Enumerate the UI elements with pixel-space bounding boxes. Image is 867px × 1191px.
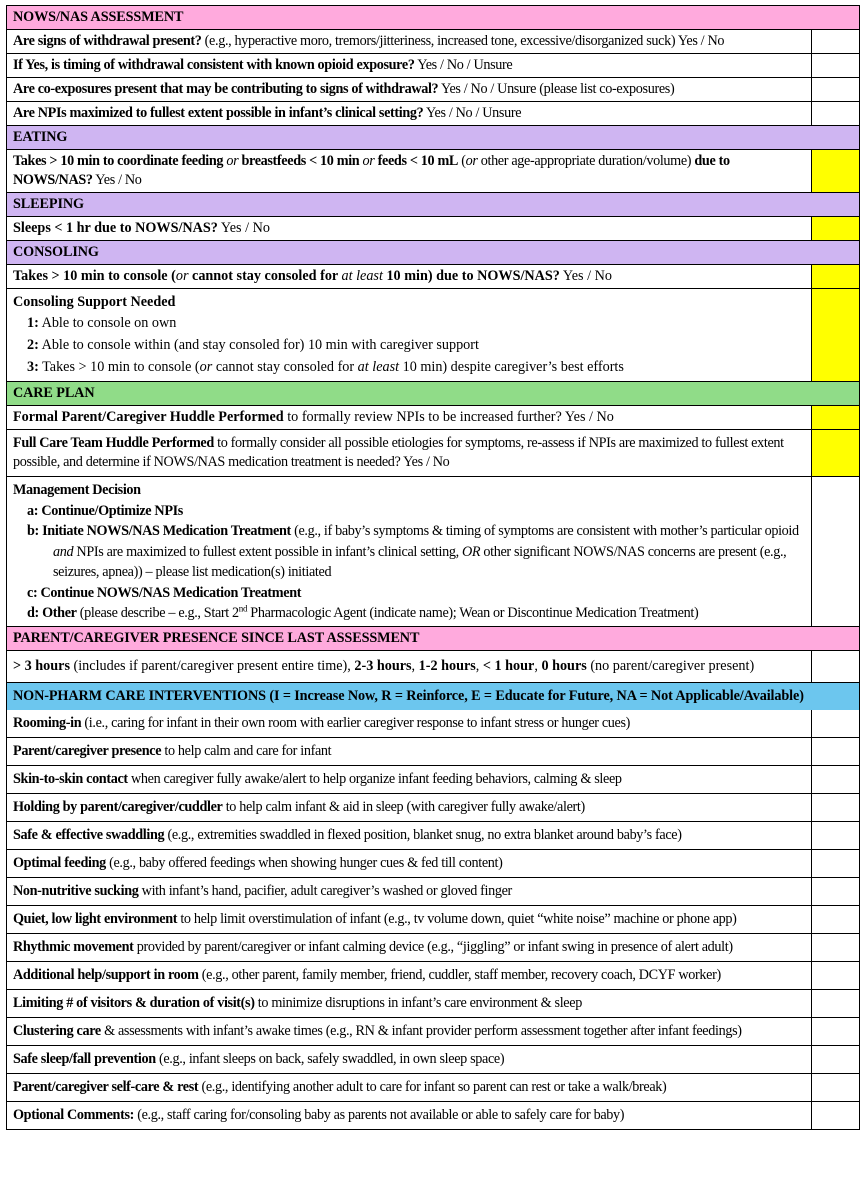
intervention-description: (e.g., extremities swaddled in flexed position, blanket snug, no extra blanket around baby’s face): [164, 826, 682, 843]
consoling-support-option-2: 2: Able to console within (and stay consoled for) 10 min with caregiver support: [27, 337, 479, 353]
section-title-sleeping: SLEEPING: [7, 193, 859, 216]
intervention-row: [7, 961, 859, 989]
intervention-row: [7, 1073, 859, 1101]
intervention-description: & assessments with infant’s awake times (e.g., RN & infant provider perform assessment together after infant feedings): [100, 1022, 742, 1039]
team-huddle-score-cell[interactable]: [812, 430, 859, 476]
nows-question-1: [7, 29, 859, 53]
care-plan-team-huddle: Full Care Team Huddle Performed to formally consider all possible etiologies for symptoms, re-assess if NPIs are maximized to fullest extent possible, and determine if NOWS/NAS medication treatment is needed? Yes / No: [7, 429, 859, 476]
intervention-description: with infant’s hand, pacifier, adult caregiver’s washed or gloved finger: [138, 882, 512, 899]
intervention-row: [7, 1101, 859, 1129]
section-title-consoling: CONSOLING: [7, 241, 859, 264]
intervention-description: provided by parent/caregiver or infant calming device (e.g., “jiggling” or infant swing in presence of alert adult): [133, 938, 733, 955]
sleeping-score-cell[interactable]: [812, 217, 859, 240]
intervention-score-cell[interactable]: [812, 962, 859, 989]
nows-q3-score-cell[interactable]: [812, 78, 859, 101]
consoling-support-score-cell[interactable]: [812, 289, 859, 381]
intervention-row: [7, 933, 859, 961]
management-option-b: b: Initiate NOWS/NAS Medication Treatment (e.g., if baby’s symptoms & timing of symptoms are consistent with mother’s particular opioid and NPIs are maximized to fullest extent possible in infant’s clinical setting, OR other significant NOWS/NAS concerns are present (e.g., seizures, apnea)) – please list medication(s) initiated: [27, 523, 799, 580]
section-header-nows: [7, 6, 859, 29]
intervention-label: Skin-to-skin contact: [13, 770, 128, 787]
intervention-row: [7, 877, 859, 905]
parent-huddle-score-cell[interactable]: [812, 406, 859, 429]
intervention-score-cell[interactable]: [812, 1018, 859, 1045]
intervention-description: (e.g., infant sleeps on back, safely swaddled, in own sleep space): [155, 1050, 505, 1067]
intervention-description: to help calm infant & aid in sleep (with caregiver fully awake/alert): [222, 798, 585, 815]
intervention-score-cell[interactable]: [812, 990, 859, 1017]
intervention-description: (i.e., caring for infant in their own room with earlier caregiver response to infant stress or hunger cues): [81, 714, 631, 731]
intervention-description: to minimize disruptions in infant’s care environment & sleep: [254, 994, 582, 1011]
intervention-description: (e.g., other parent, family member, friend, cuddler, staff member, recovery coach, DCYF worker): [198, 966, 721, 983]
consoling-support-option-1: 1: Able to console on own: [27, 315, 177, 331]
intervention-description: (e.g., baby offered feedings when showing hunger cues & fed till content): [105, 854, 503, 871]
management-option-a: a: Continue/Optimize NPIs: [27, 502, 183, 519]
intervention-row: [7, 765, 859, 793]
intervention-score-cell[interactable]: [812, 1046, 859, 1073]
management-decision-title: Management Decision: [13, 482, 141, 498]
intervention-row: [7, 737, 859, 765]
nows-q2-options: Yes / No / Unsure: [414, 57, 513, 73]
consoling-support-option-3: 3: Takes > 10 min to console (or cannot stay consoled for at least 10 min) despite caregiver’s best efforts: [27, 359, 624, 375]
section-title-presence: PARENT/CAREGIVER PRESENCE SINCE LAST ASSESSMENT: [7, 627, 859, 650]
nows-q3-options: Yes / No / Unsure (please list co-exposures): [438, 81, 675, 97]
intervention-label: Rooming-in: [13, 714, 82, 731]
section-header-sleeping: [7, 192, 859, 216]
intervention-label: Additional help/support in room: [13, 966, 199, 983]
nows-q1-options: (e.g., hyperactive moro, tremors/jitteriness, increased tone, excessive/disorganized suck) Yes / No: [201, 33, 725, 49]
intervention-row: [7, 1045, 859, 1073]
intervention-label: Clustering care: [13, 1022, 101, 1039]
section-title-nonpharm: NON-PHARM CARE INTERVENTIONS (I = Increase Now, R = Reinforce, E = Educate for Future, NA = Not Applicable/Available): [7, 683, 859, 710]
intervention-row: [7, 710, 859, 737]
management-decision-block: [7, 476, 859, 626]
intervention-score-cell[interactable]: [812, 934, 859, 961]
nows-q2-label: If Yes, is timing of withdrawal consistent with known opioid exposure?: [13, 57, 415, 73]
consoling-support-block: [7, 288, 859, 381]
intervention-description: when caregiver fully awake/alert to help organize infant feeding behaviors, calming & sleep: [127, 770, 622, 787]
consoling-question: Takes > 10 min to console (or cannot stay consoled for at least 10 min) due to NOWS/NAS? Yes / No: [7, 264, 859, 288]
intervention-label: Optional Comments:: [13, 1106, 134, 1123]
intervention-row: [7, 793, 859, 821]
section-title-eating: EATING: [7, 126, 859, 149]
intervention-label: Non-nutritive sucking: [13, 882, 139, 899]
nows-question-2: [7, 53, 859, 77]
intervention-description: (e.g., staff caring for/consoling baby as parents not available or able to safely care for baby): [134, 1106, 625, 1123]
section-header-presence: [7, 626, 859, 650]
section-header-consoling: [7, 240, 859, 264]
eating-question: Takes > 10 min to coordinate feeding or breastfeeds < 10 min or feeds < 10 mL (or other age-appropriate duration/volume) due to NOWS/NAS? Yes / No: [7, 149, 859, 192]
presence-score-cell[interactable]: [812, 651, 859, 682]
intervention-row: [7, 905, 859, 933]
nows-q2-score-cell[interactable]: [812, 54, 859, 77]
intervention-description: to help limit overstimulation of infant (e.g., tv volume down, quiet “white noise” machine or phone app): [177, 910, 737, 927]
intervention-score-cell[interactable]: [812, 822, 859, 849]
intervention-label: Limiting # of visitors & duration of visit(s): [13, 994, 255, 1011]
intervention-label: Holding by parent/caregiver/cuddler: [13, 798, 223, 815]
esc-assessment-form: [6, 5, 860, 1130]
intervention-score-cell[interactable]: [812, 794, 859, 821]
intervention-score-cell[interactable]: [812, 710, 859, 737]
intervention-description: (e.g., identifying another adult to care for infant so parent can rest or take a walk/break): [198, 1078, 667, 1095]
nows-q1-label: Are signs of withdrawal present?: [13, 33, 202, 49]
sleeping-question: Sleeps < 1 hr due to NOWS/NAS? Yes / No: [7, 216, 859, 240]
intervention-description: to help calm and care for infant: [161, 742, 332, 759]
intervention-label: Optimal feeding: [13, 854, 106, 871]
intervention-score-cell[interactable]: [812, 766, 859, 793]
interventions-list: [7, 710, 859, 1129]
nows-q4-options: Yes / No / Unsure: [423, 105, 522, 121]
intervention-label: Rhythmic movement: [13, 938, 134, 955]
intervention-label: Parent/caregiver self-care & rest: [13, 1078, 199, 1095]
intervention-score-cell[interactable]: [812, 1102, 859, 1129]
nows-q4-score-cell[interactable]: [812, 102, 859, 125]
section-header-eating: [7, 125, 859, 149]
intervention-score-cell[interactable]: [812, 906, 859, 933]
management-option-d: d: Other (please describe – e.g., Start 2nd Pharmacologic Agent (indicate name); Wean or Discontinue Medication Treatment): [27, 603, 699, 621]
intervention-label: Quiet, low light environment: [13, 910, 178, 927]
care-plan-parent-huddle: Formal Parent/Caregiver Huddle Performed to formally review NPIs to be increased further? Yes / No: [7, 405, 859, 429]
nows-question-3: [7, 77, 859, 101]
nows-q3-label: Are co-exposures present that may be contributing to signs of withdrawal?: [13, 81, 439, 97]
intervention-row: [7, 821, 859, 849]
nows-q1-score-cell[interactable]: [812, 30, 859, 53]
intervention-row: [7, 1017, 859, 1045]
presence-options: > 3 hours (includes if parent/caregiver present entire time), 2-3 hours, 1-2 hours, < 1 hour, 0 hours (no parent/caregiver present): [7, 650, 859, 682]
consoling-support-title: Consoling Support Needed: [13, 294, 176, 310]
intervention-score-cell[interactable]: [812, 1074, 859, 1101]
intervention-label: Parent/caregiver presence: [13, 742, 162, 759]
consoling-score-cell[interactable]: [812, 265, 859, 288]
eating-score-cell[interactable]: [812, 150, 859, 192]
section-title-nows: NOWS/NAS ASSESSMENT: [7, 6, 859, 29]
intervention-row: [7, 989, 859, 1017]
intervention-label: Safe sleep/fall prevention: [13, 1050, 156, 1067]
intervention-score-cell[interactable]: [812, 850, 859, 877]
intervention-row: [7, 849, 859, 877]
nows-q4-label: Are NPIs maximized to fullest extent possible in infant’s clinical setting?: [13, 105, 424, 121]
intervention-score-cell[interactable]: [812, 738, 859, 765]
intervention-label: Safe & effective swaddling: [13, 826, 165, 843]
intervention-score-cell[interactable]: [812, 878, 859, 905]
management-decision-cell[interactable]: [812, 477, 859, 626]
nows-question-4: [7, 101, 859, 125]
management-option-c: c: Continue NOWS/NAS Medication Treatment: [27, 584, 302, 601]
section-title-care-plan: CARE PLAN: [7, 382, 859, 405]
section-header-care-plan: [7, 381, 859, 405]
section-header-nonpharm: [7, 682, 859, 710]
